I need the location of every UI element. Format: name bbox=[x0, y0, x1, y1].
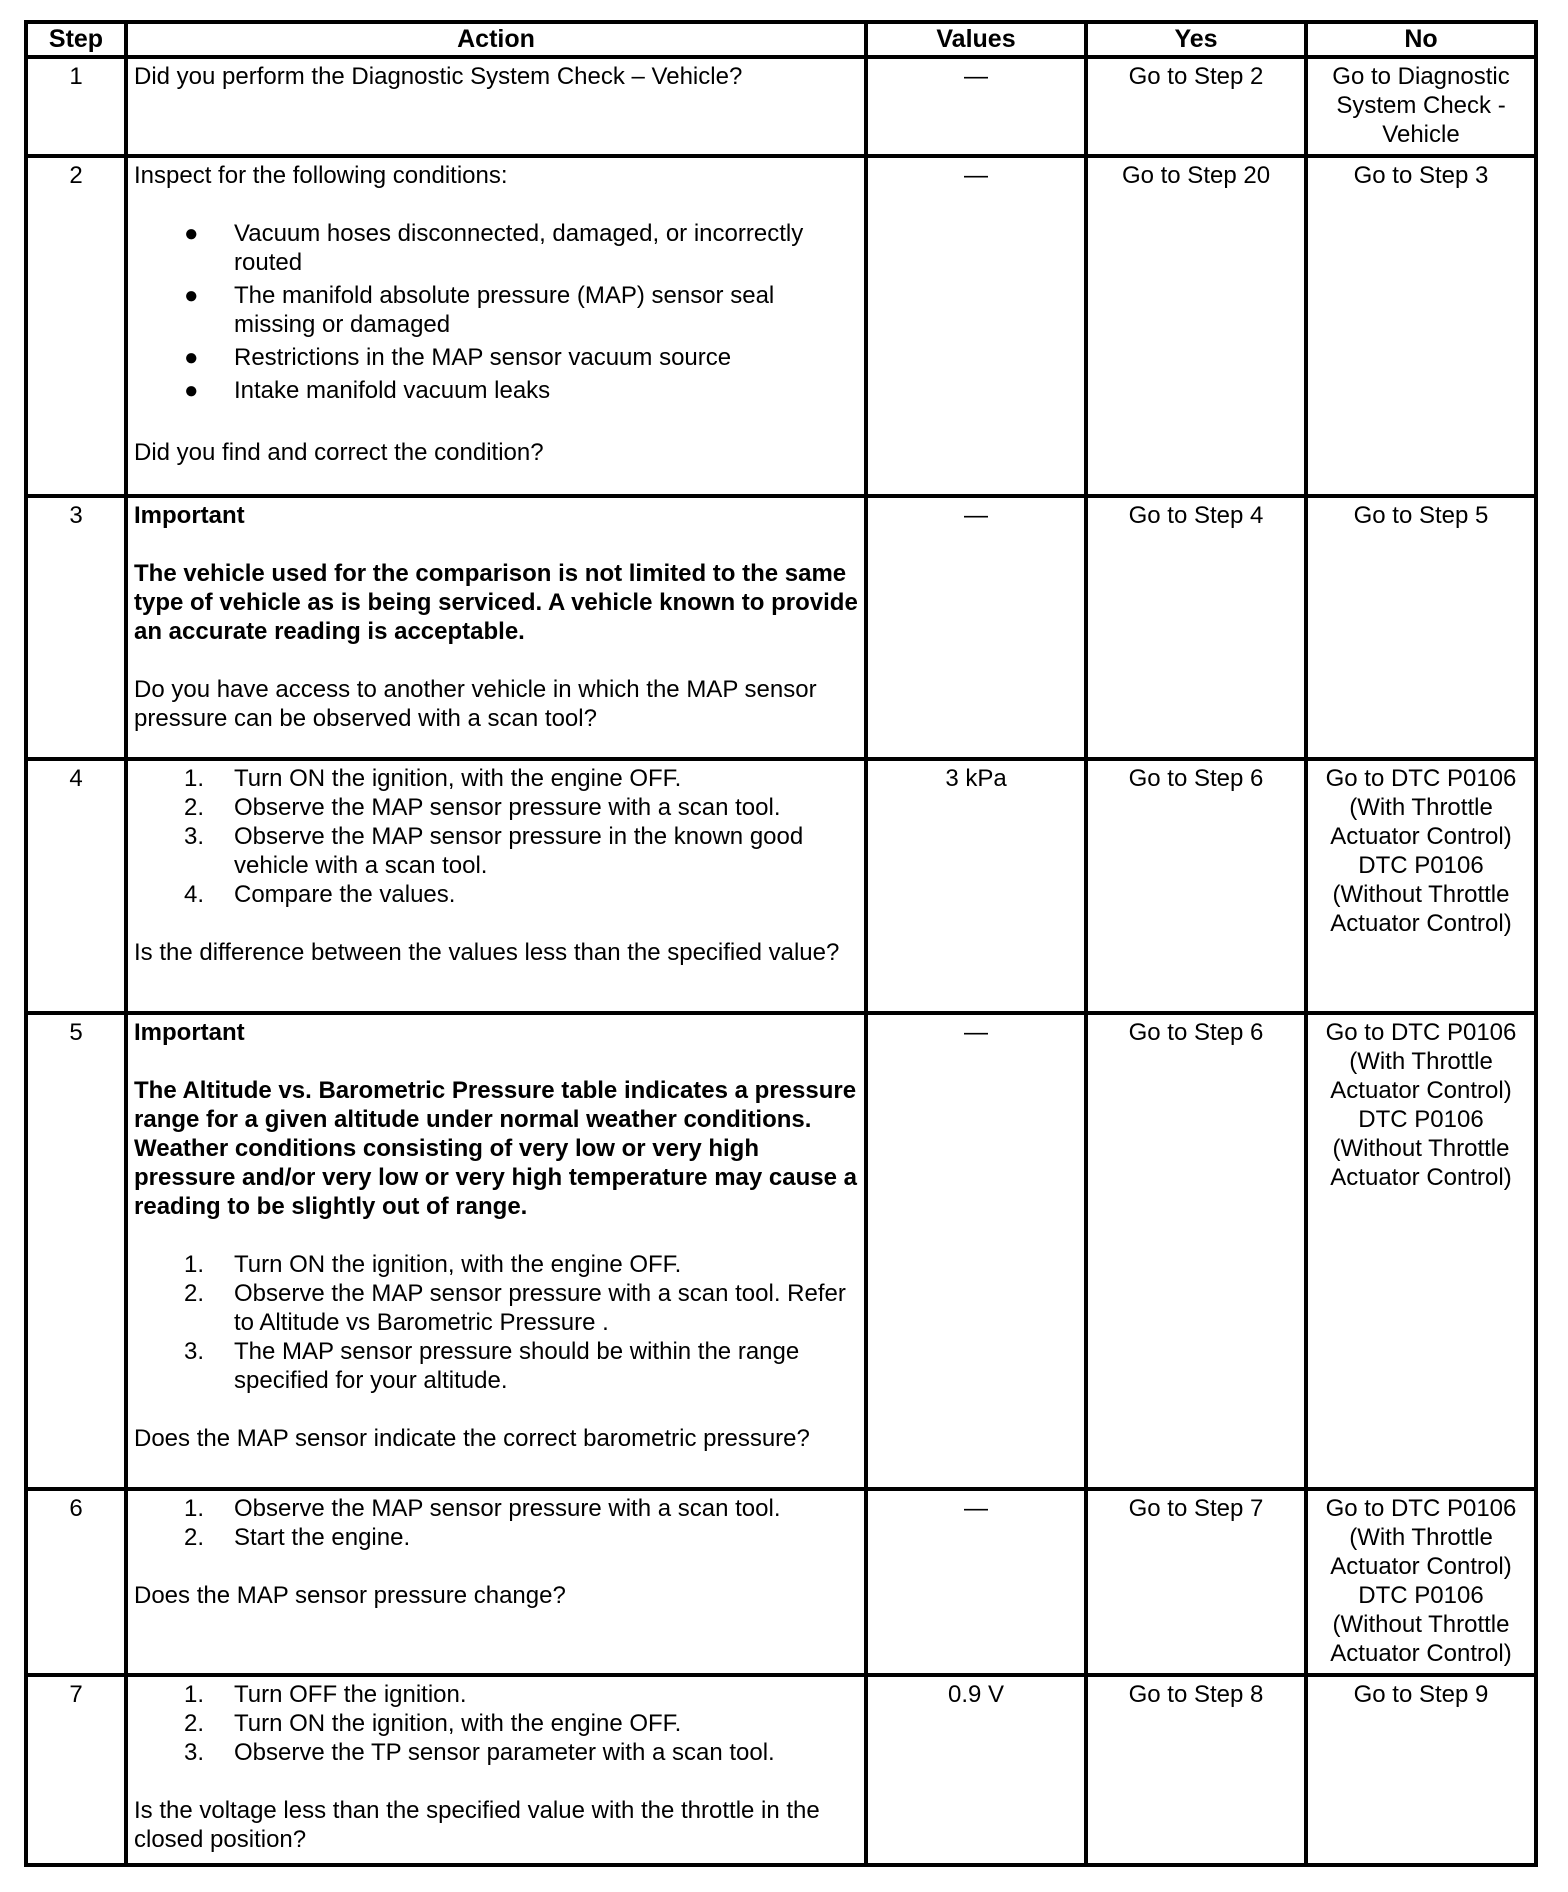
header-yes: Yes bbox=[1086, 22, 1306, 57]
step-number: 2 bbox=[26, 156, 126, 496]
list-item: ● Restrictions in the MAP sensor vacuum source bbox=[184, 344, 732, 371]
table-row bbox=[26, 57, 1536, 156]
list-item: 2. Turn ON the ignition, with the engine OFF. bbox=[184, 1710, 682, 1737]
no-cell: Go to Diagnostic System Check - Vehicle bbox=[1306, 57, 1536, 156]
procedure-list bbox=[134, 764, 858, 909]
step-number: 5 bbox=[26, 1013, 126, 1489]
list-item: 3. Observe the MAP sensor pressure in the known good vehicle with a scan tool. bbox=[184, 823, 804, 879]
no-cell: Go to Step 3 bbox=[1306, 156, 1536, 496]
step-number: 4 bbox=[26, 759, 126, 1013]
table-row bbox=[26, 496, 1536, 759]
list-item: 1. Observe the MAP sensor pressure with a scan tool. bbox=[184, 1495, 781, 1522]
action-intro: Inspect for the following conditions: bbox=[134, 162, 508, 189]
bullet-icon: ● bbox=[184, 344, 199, 371]
list-item: ● The manifold absolute pressure (MAP) sensor seal missing or damaged bbox=[184, 282, 775, 338]
important-label: Important bbox=[134, 1019, 245, 1046]
table-row bbox=[26, 156, 1536, 496]
table-row bbox=[26, 1489, 1536, 1675]
procedure-list bbox=[134, 1250, 858, 1395]
value-cell: — bbox=[866, 1013, 1086, 1489]
list-item: 1. Turn OFF the ignition. bbox=[184, 1681, 467, 1708]
action-cell bbox=[126, 1489, 866, 1675]
table-row bbox=[26, 1675, 1536, 1865]
list-item: 4. Compare the values. bbox=[184, 881, 456, 908]
bullet-icon: ● bbox=[184, 220, 199, 247]
yes-cell: Go to Step 20 bbox=[1086, 156, 1306, 496]
table-row bbox=[26, 759, 1536, 1013]
important-note: The Altitude vs. Barometric Pressure table indicates a pressure range for a given altitude under normal weather conditions. Weather conditions consisting of very low or very high pressure and/or very low or very high temperature may cause a reading to be slightly out of range. bbox=[134, 1077, 857, 1220]
value-cell: — bbox=[866, 156, 1086, 496]
list-item: ● Intake manifold vacuum leaks bbox=[184, 377, 551, 404]
action-text: Did you perform the Diagnostic System Check – Vehicle? bbox=[134, 63, 743, 90]
step-number: 1 bbox=[26, 57, 126, 156]
value-cell: 0.9 V bbox=[866, 1675, 1086, 1865]
header-row bbox=[26, 22, 1536, 57]
table-row bbox=[26, 1013, 1536, 1489]
action-question: Do you have access to another vehicle in which the MAP sensor pressure can be observed with a scan tool? bbox=[134, 676, 817, 732]
action-cell bbox=[126, 496, 866, 759]
yes-cell: Go to Step 4 bbox=[1086, 496, 1306, 759]
step-number: 7 bbox=[26, 1675, 126, 1865]
no-cell: Go to DTC P0106 (With Throttle Actuator Control) DTC P0106 (Without Throttle Actuator Control) bbox=[1306, 1489, 1536, 1675]
no-cell: Go to DTC P0106 (With Throttle Actuator Control) DTC P0106 (Without Throttle Actuator Control) bbox=[1306, 759, 1536, 1013]
list-item: 3. Observe the TP sensor parameter with a scan tool. bbox=[184, 1739, 775, 1766]
header-values: Values bbox=[866, 22, 1086, 57]
action-cell bbox=[126, 156, 866, 496]
list-item: 1. Turn ON the ignition, with the engine OFF. bbox=[184, 1251, 682, 1278]
header-no: No bbox=[1306, 22, 1536, 57]
step-number: 6 bbox=[26, 1489, 126, 1675]
important-label: Important bbox=[134, 502, 245, 529]
list-item: 2. Start the engine. bbox=[184, 1524, 411, 1551]
action-cell bbox=[126, 1675, 866, 1865]
value-cell: — bbox=[866, 496, 1086, 759]
no-cell: Go to Step 5 bbox=[1306, 496, 1536, 759]
yes-cell: Go to Step 6 bbox=[1086, 1013, 1306, 1489]
value-cell: — bbox=[866, 1489, 1086, 1675]
value-cell: — bbox=[866, 57, 1086, 156]
list-item: 2. Observe the MAP sensor pressure with a scan tool. bbox=[184, 794, 781, 821]
yes-cell: Go to Step 8 bbox=[1086, 1675, 1306, 1865]
header-step: Step bbox=[26, 22, 126, 57]
procedure-list bbox=[134, 1680, 858, 1767]
action-question: Is the difference between the values less than the specified value? bbox=[134, 939, 840, 966]
action-question: Is the voltage less than the specified value with the throttle in the closed position? bbox=[134, 1797, 820, 1853]
procedure-list bbox=[134, 1494, 858, 1552]
list-item: 2. Observe the MAP sensor pressure with a scan tool. Refer to Altitude vs Barometric Pressure . bbox=[184, 1280, 846, 1336]
action-cell bbox=[126, 57, 866, 156]
list-item: 1. Turn ON the ignition, with the engine OFF. bbox=[184, 765, 682, 792]
step-number: 3 bbox=[26, 496, 126, 759]
diagnostic-table bbox=[24, 20, 1538, 1867]
diagnostic-table-page bbox=[24, 20, 1534, 1867]
yes-cell: Go to Step 6 bbox=[1086, 759, 1306, 1013]
action-question: Did you find and correct the condition? bbox=[134, 439, 544, 466]
bullet-icon: ● bbox=[184, 377, 199, 404]
no-cell: Go to Step 9 bbox=[1306, 1675, 1536, 1865]
yes-cell: Go to Step 7 bbox=[1086, 1489, 1306, 1675]
no-cell: Go to DTC P0106 (With Throttle Actuator Control) DTC P0106 (Without Throttle Actuator Control) bbox=[1306, 1013, 1536, 1489]
list-item: ● Vacuum hoses disconnected, damaged, or incorrectly routed bbox=[184, 220, 804, 276]
action-cell bbox=[126, 1013, 866, 1489]
list-item: 3. The MAP sensor pressure should be within the range specified for your altitude. bbox=[184, 1338, 800, 1394]
action-question: Does the MAP sensor indicate the correct barometric pressure? bbox=[134, 1425, 810, 1452]
condition-list bbox=[134, 219, 858, 405]
value-cell: 3 kPa bbox=[866, 759, 1086, 1013]
bullet-icon: ● bbox=[184, 282, 199, 309]
important-note: The vehicle used for the comparison is not limited to the same type of vehicle as is being serviced. A vehicle known to provide an accurate reading is acceptable. bbox=[134, 560, 858, 645]
header-action: Action bbox=[126, 22, 866, 57]
action-cell bbox=[126, 759, 866, 1013]
yes-cell: Go to Step 2 bbox=[1086, 57, 1306, 156]
action-question: Does the MAP sensor pressure change? bbox=[134, 1582, 566, 1609]
